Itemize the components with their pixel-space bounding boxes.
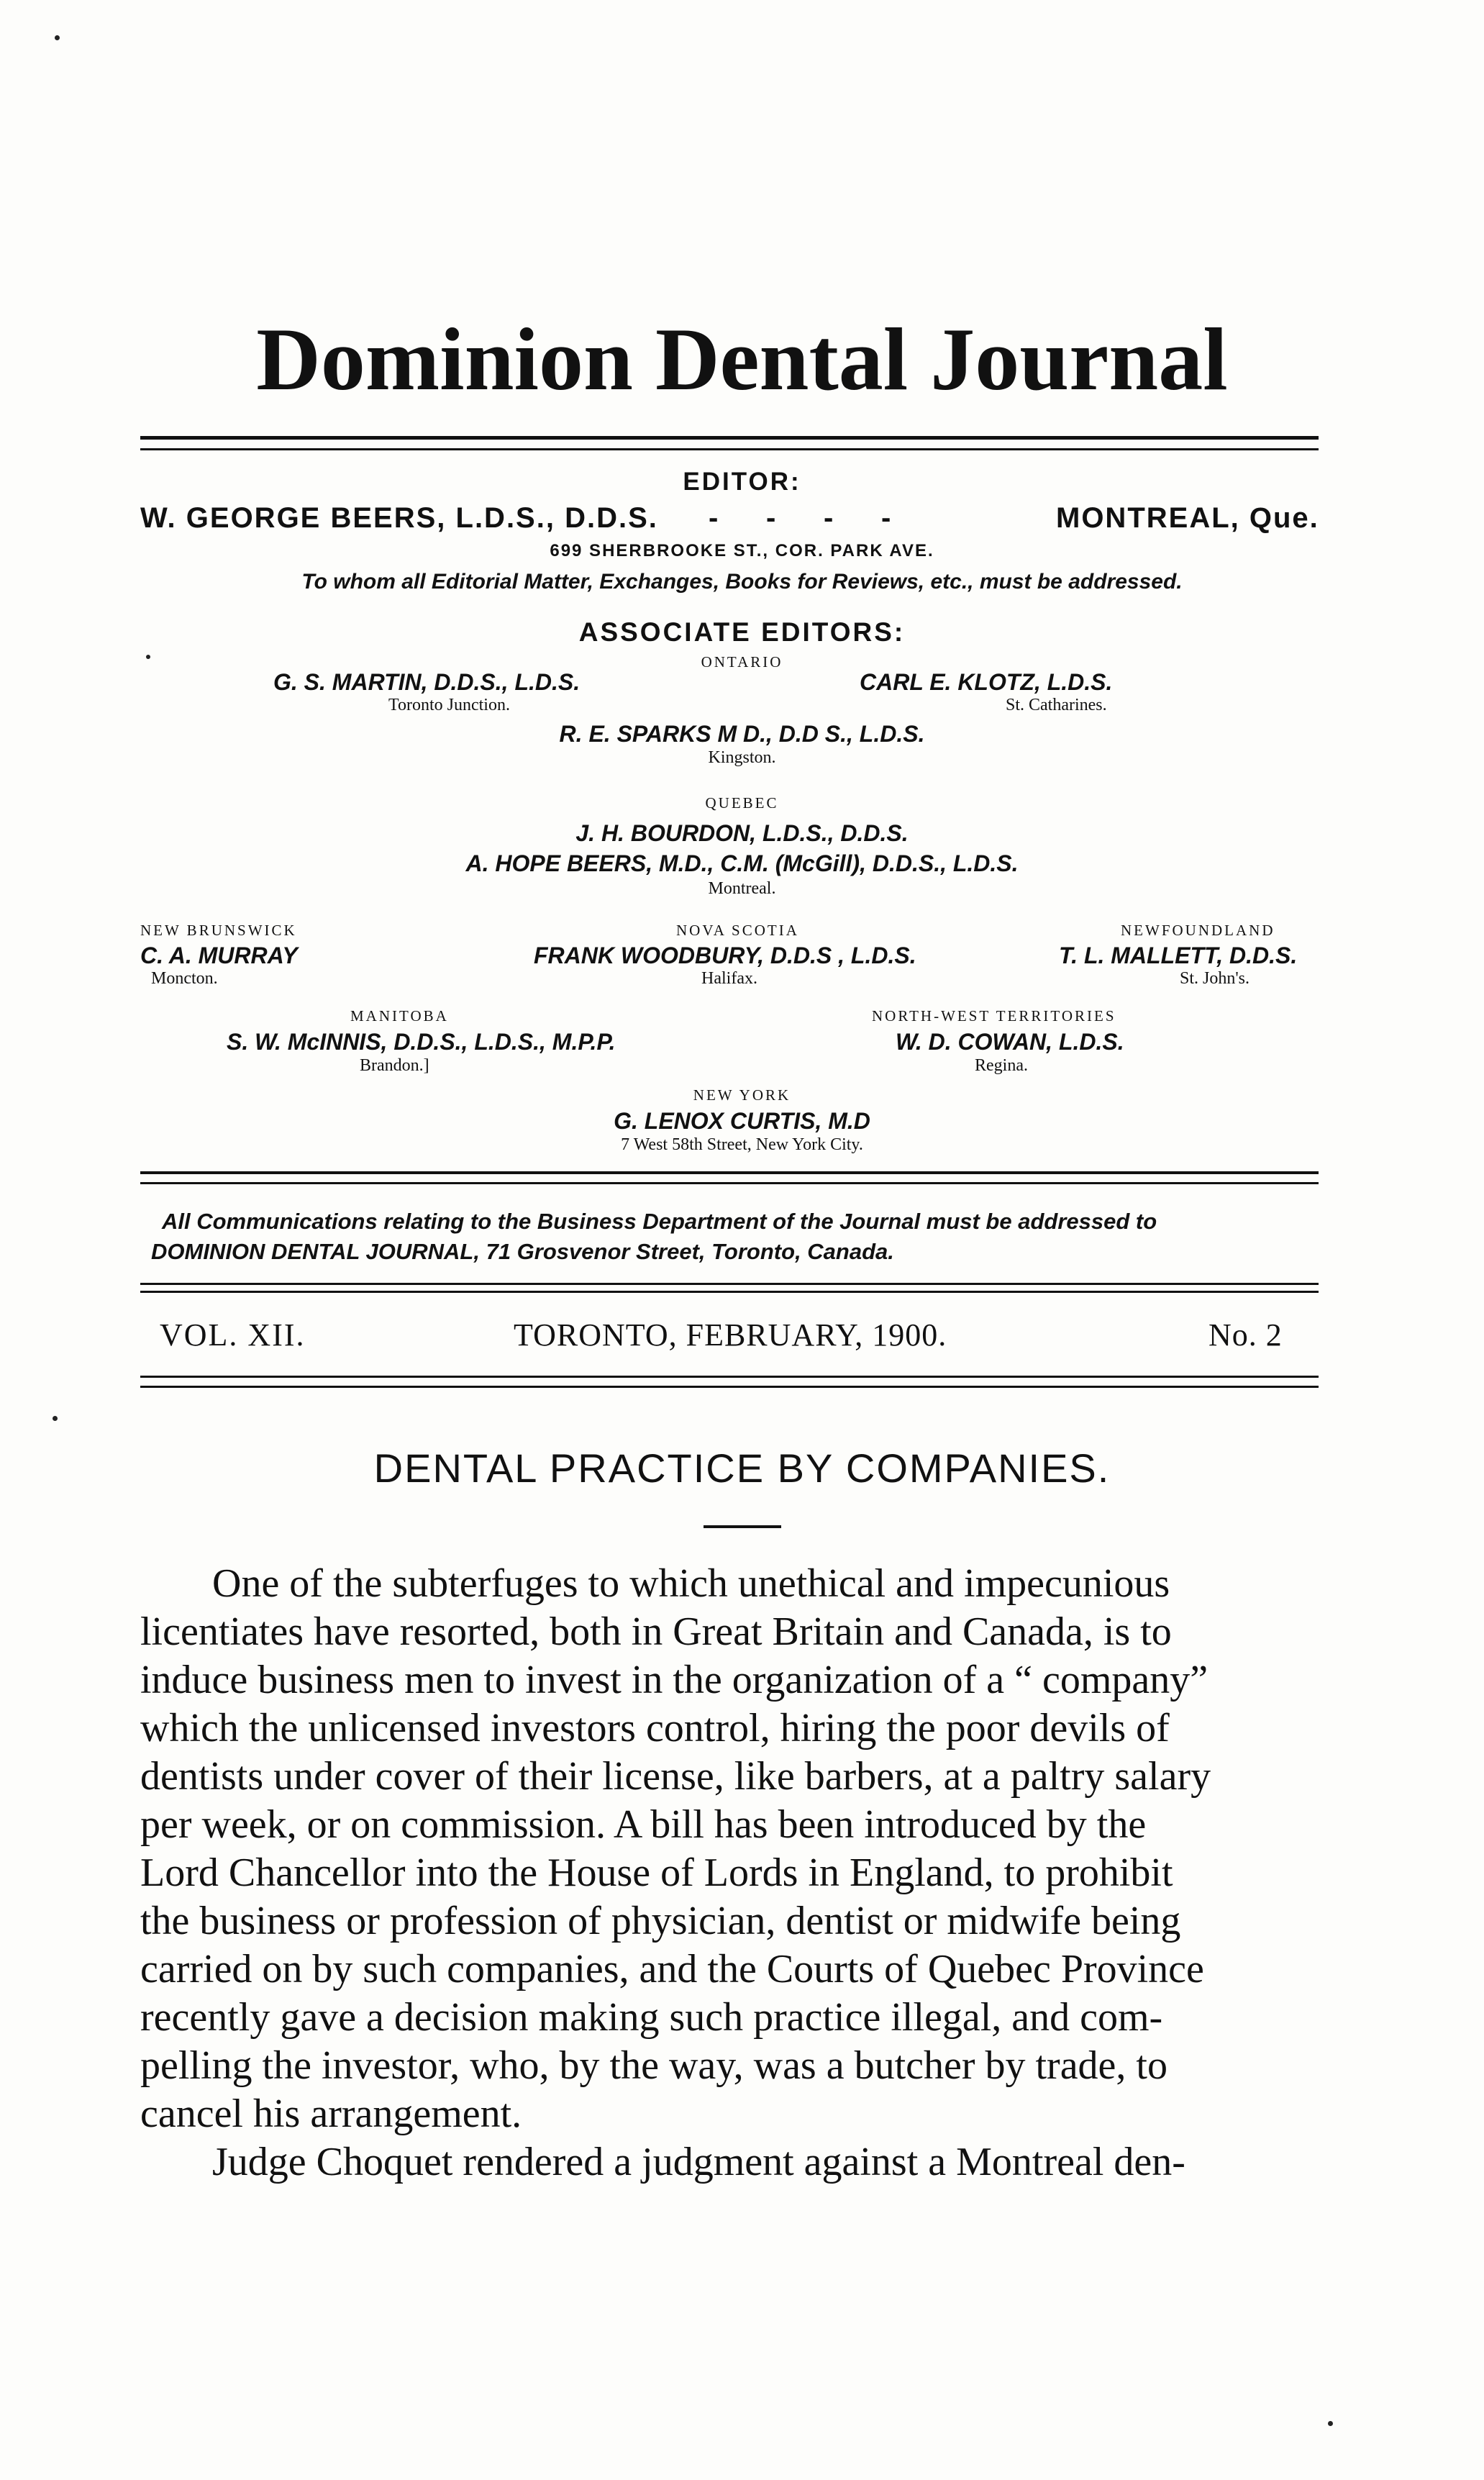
article-line: recently gave a decision making such practice illegal, and com- — [140, 1995, 1163, 2040]
article-line: carried on by such companies, and the Courts of Quebec Province — [140, 1947, 1204, 1991]
region-manitoba: MANITOBA — [350, 1007, 449, 1025]
page-speck — [1328, 2421, 1333, 2426]
title-rule-bottom — [140, 448, 1319, 450]
issue-rule-bottom-2 — [140, 1386, 1319, 1388]
issue-rule-top-2 — [140, 1291, 1319, 1293]
associate-bourdon: J. H. BOURDON, L.D.S., D.D.S. — [575, 820, 909, 846]
place-brandon: Brandon.] — [360, 1056, 429, 1075]
place-halifax: Halifax. — [701, 969, 757, 988]
editor-label: EDITOR: — [683, 468, 801, 496]
article-heading: DENTAL PRACTICE BY COMPANIES. — [373, 1445, 1111, 1491]
place-moncton: Moncton. — [151, 969, 218, 988]
associate-curtis: G. LENOX CURTIS, M.D — [614, 1108, 870, 1134]
place-new-york-city: 7 West 58th Street, New York City. — [621, 1135, 863, 1154]
volume-label: VOL. XII. — [160, 1317, 306, 1353]
masthead-rule-bottom — [140, 1182, 1319, 1184]
place-montreal: Montreal. — [708, 879, 776, 898]
editor-address: 699 SHERBROOKE ST., COR. PARK AVE. — [550, 541, 934, 560]
editor-dashes: - - - - — [709, 502, 891, 534]
associate-hope-beers: A. HOPE BEERS, M.D., C.M. (McGill), D.D.S., L.D.S. — [465, 850, 1019, 876]
issue-rule-bottom-1 — [140, 1376, 1319, 1378]
associate-sparks: R. E. SPARKS M D., D.D S., L.D.S. — [559, 721, 925, 747]
associate-cowan: W. D. COWAN, L.D.S. — [896, 1029, 1124, 1055]
associate-woodbury: FRANK WOODBURY, D.D.S , L.D.S. — [534, 943, 916, 968]
associate-martin: G. S. MARTIN, D.D.S., L.D.S. — [273, 669, 581, 695]
article-line: induce business men to invest in the organization of a “ company” — [140, 1658, 1208, 1702]
region-ontario: ONTARIO — [701, 653, 783, 671]
region-new-york: NEW YORK — [693, 1086, 791, 1104]
region-north-west-territories: NORTH-WEST TERRITORIES — [872, 1007, 1116, 1025]
page-speck — [55, 35, 60, 40]
article-line: dentists under cover of their license, like barbers, at a paltry salary — [140, 1754, 1211, 1799]
place-regina: Regina. — [975, 1056, 1028, 1075]
article-line: licentiates have resorted, both in Great Britain and Canada, is to — [140, 1609, 1172, 1654]
place-st-johns: St. John's. — [1180, 969, 1250, 988]
article-line: pelling the investor, who, by the way, was a butcher by trade, to — [140, 2043, 1167, 2088]
place-st-catharines: St. Catharines. — [1006, 696, 1107, 714]
masthead-rule-top — [140, 1171, 1319, 1174]
article-line: cancel his arrangement. — [140, 2091, 522, 2136]
editor-name: W. GEORGE BEERS, L.D.S., D.D.S. — [140, 502, 658, 534]
heading-divider — [704, 1525, 781, 1528]
region-new-brunswick: NEW BRUNSWICK — [140, 922, 297, 939]
article-body — [140, 1560, 1319, 2186]
region-newfoundland: NEWFOUNDLAND — [1121, 922, 1275, 939]
associate-klotz: CARL E. KLOTZ, L.D.S. — [860, 669, 1113, 695]
page-speck — [53, 1416, 58, 1421]
business-note-line-2: DOMINION DENTAL JOURNAL, 71 Grosvenor Street, Toronto, Canada. — [151, 1239, 894, 1264]
issue-rule-top-1 — [140, 1283, 1319, 1285]
issue-number: No. 2 — [1208, 1317, 1283, 1353]
associate-editors-label: ASSOCIATE EDITORS: — [578, 617, 906, 647]
journal-title: Dominion Dental Journal — [256, 310, 1228, 409]
place-toronto-junction: Toronto Junction. — [388, 696, 510, 714]
associate-murray: C. A. MURRAY — [140, 943, 298, 968]
article-line: the business or profession of physician, dentist or midwife being — [140, 1899, 1181, 1943]
issue-place-date: TORONTO, FEBRUARY, 1900. — [514, 1317, 947, 1353]
business-note-line-1: All Communications relating to the Business Department of the Journal must be addressed to — [162, 1209, 1157, 1234]
associate-mallett: T. L. MALLETT, D.D.S. — [1059, 943, 1298, 968]
place-kingston: Kingston. — [708, 748, 776, 767]
article-line: One of the subterfuges to which unethical and impecunious — [212, 1561, 1170, 1606]
region-quebec: QUEBEC — [705, 794, 779, 812]
editor-note: To whom all Editorial Matter, Exchanges, Books for Reviews, etc., must be addressed. — [301, 570, 1183, 594]
article-line: Judge Choquet rendered a judgment against a Montreal den- — [212, 2140, 1185, 2184]
article-line: which the unlicensed investors control, hiring the poor devils of — [140, 1706, 1170, 1750]
associate-mcinnis: S. W. McINNIS, D.D.S., L.D.S., M.P.P. — [227, 1029, 616, 1055]
article-line: per week, or on commission. A bill has been introduced by the — [140, 1802, 1147, 1847]
article-line: Lord Chancellor into the House of Lords in England, to prohibit — [140, 1850, 1173, 1895]
editor-city: MONTREAL, Que. — [1056, 502, 1319, 534]
region-nova-scotia: NOVA SCOTIA — [676, 922, 799, 939]
title-rule-top — [140, 436, 1319, 440]
